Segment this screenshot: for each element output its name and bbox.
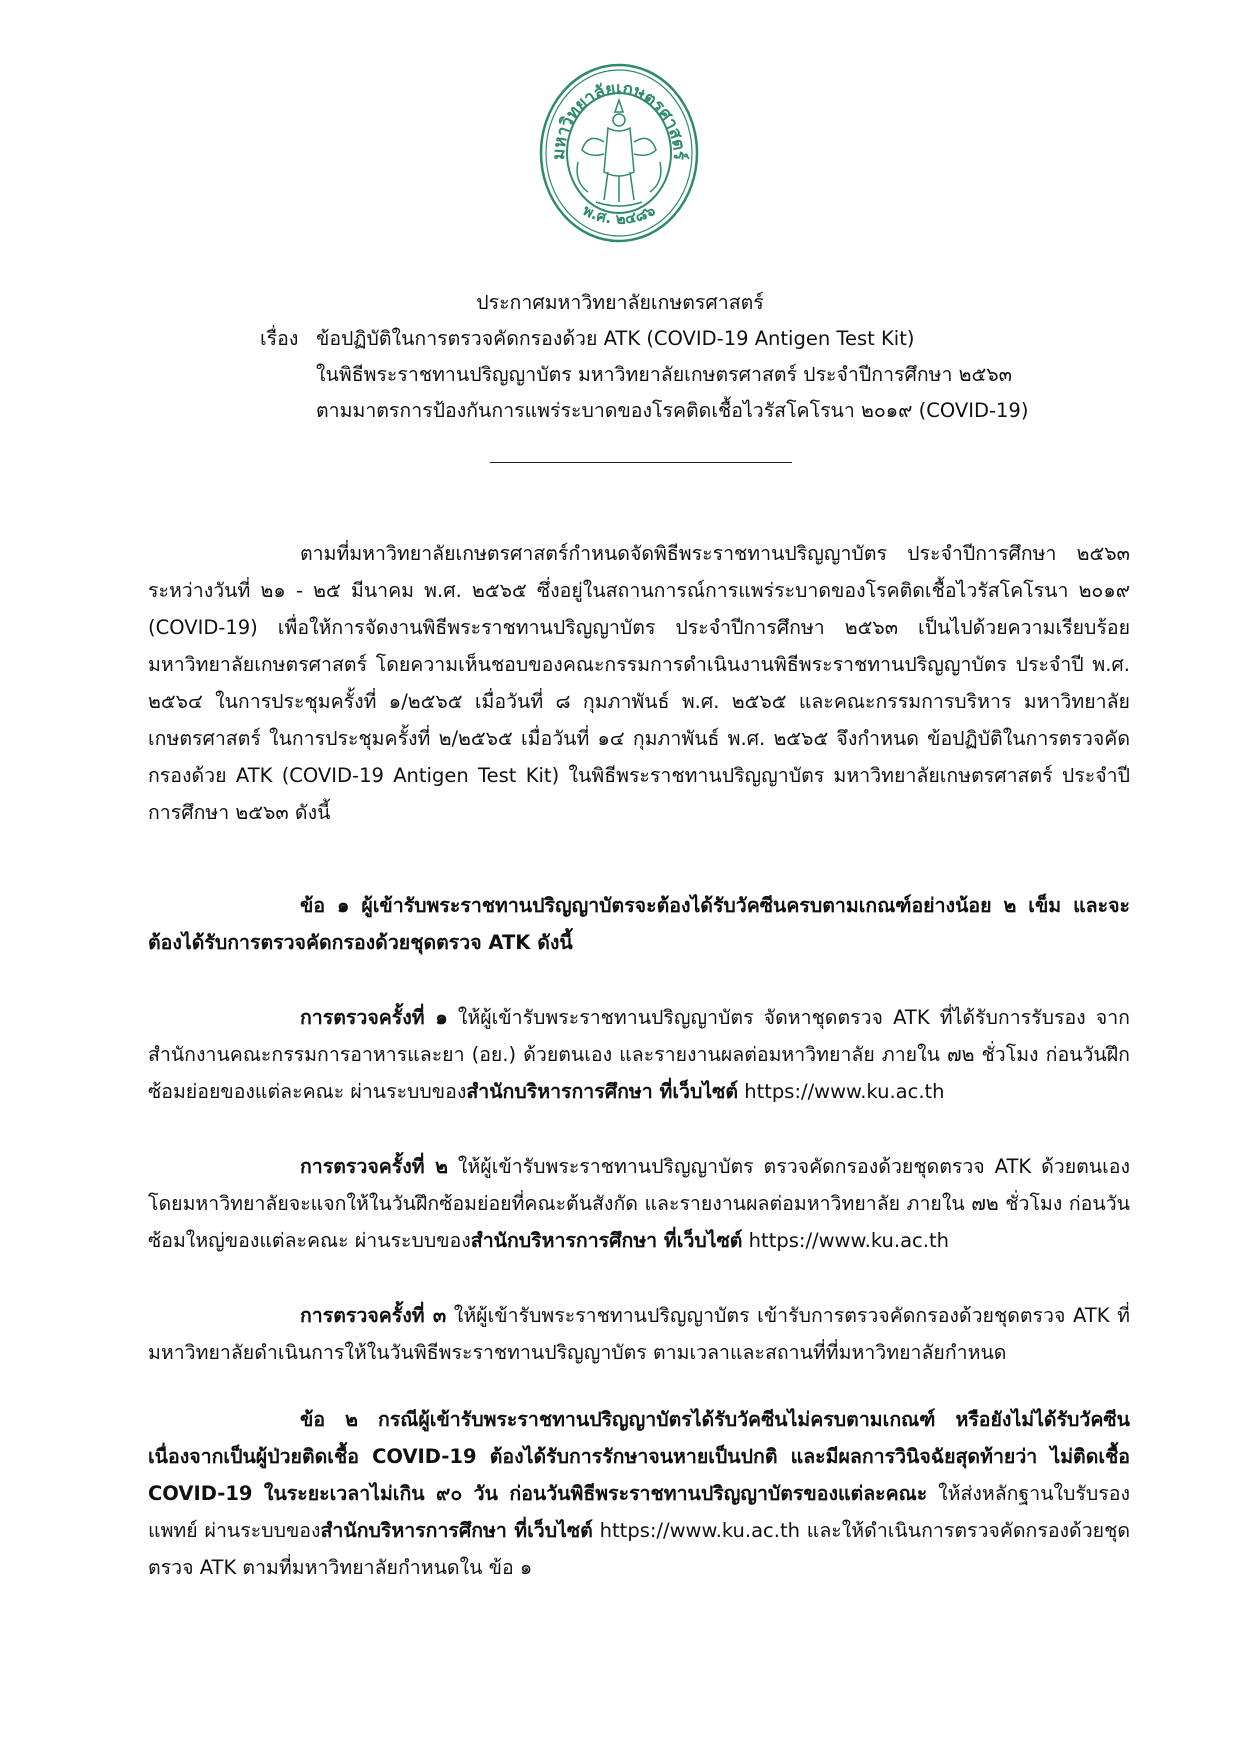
clause-1 [148, 887, 1130, 961]
test-1-text: ให้ผู้เข้ารับพระราชทานปริญญาบัตร จัดหาชุดตรวจ ATK ที่ได้รับการรับรอง จากสำนักงานคณะกรรมการอาหารและยา (อย.) ด้วยตนเอง และรายงานผลต่อมหาวิทยาลัย ภายใน ๗๒ ชั่วโมง ก่อนวันฝึกซ้อมย่อยของแต่ละคณะ ผ่านระบบของ [148, 1006, 1130, 1103]
university-seal-logo [538, 62, 700, 244]
heading-divider [490, 462, 792, 463]
subject-line-2: ในพิธีพระราชทานปริญญาบัตร มหาวิทยาลัยเกษตรศาสตร์ ประจำปีการศึกษา ๒๕๖๓ [316, 363, 1013, 386]
intro-paragraph: ตามที่มหาวิทยาลัยเกษตรศาสตร์กำหนดจัดพิธีพระราชทานปริญญาบัตร ประจำปีการศึกษา ๒๕๖๓ ระหว่างวันที่ ๒๑ - ๒๕ มีนาคม พ.ศ. ๒๕๖๕ ซึ่งอยู่ในสถานการณ์การแพร่ระบาดของโรคติดเชื้อไวรัสโคโรนา ๒๐๑๙ (COVID-19) เพื่อให้การจัดงานพิธีพระราชทานปริญญาบัตร ประจำปีการศึกษา ๒๕๖๓ เป็นไปด้วยความเรียบร้อย มหาวิทยาลัยเกษตรศาสตร์ โดยความเห็นชอบของคณะกรรมการดำเนินงานพิธีพระราชทานปริญญาบัตร ประจำปี พ.ศ. ๒๕๖๔ ในการประชุมครั้งที่ ๑/๒๕๖๕ เมื่อวันที่ ๘ กุมภาพันธ์ พ.ศ. ๒๕๖๕ และคณะกรรมการบริหาร มหาวิทยาลัยเกษตรศาสตร์ ในการประชุมครั้งที่ ๒/๒๕๖๕ เมื่อวันที่ ๑๔ กุมภาพันธ์ พ.ศ. ๒๕๖๕ จึงกำหนด ข้อปฏิบัติในการตรวจคัดกรองด้วย ATK (COVID-19 Antigen Test Kit) ในพิธีพระราชทานปริญญาบัตร มหาวิทยาลัยเกษตรศาสตร์ ประจำปีการศึกษา ๒๕๖๓ ดังนี้ [148, 542, 1130, 824]
clause-2 [148, 1401, 1130, 1586]
clause-2-text: ให้ส่งหลักฐานใบรับรองแพทย์ ผ่านระบบของ [148, 1482, 1130, 1542]
test-1-paragraph [148, 999, 1130, 1110]
seal-text-bottom: พ.ศ. ๒๔๘๖ [579, 201, 659, 228]
clause-2-bold: ข้อ ๒ กรณีผู้เข้ารับพระราชทานปริญญาบัตรได้รับวัคซีนไม่ครบตามเกณฑ์ หรือยังไม่ได้รับวัคซีน เนื่องจากเป็นผู้ป่วยติดเชื้อ COVID-19 ต้องได้รับการรักษาจนหายเป็นปกติ และมีผลการวินิจฉัยสุดท้ายว่า ไม่ติดเชื้อ COVID-19 ในระยะเวลาไม่เกิน ๙๐ วัน ก่อนวันพิธีพระราชทานปริญญาบัตรของแต่ละคณะ [148, 1408, 1130, 1505]
test-2-paragraph [148, 1148, 1130, 1259]
test-1-url: https://www.ku.ac.th [738, 1080, 945, 1103]
subject-line-3: ตามมาตรการป้องกันการแพร่ระบาดของโรคติดเชื้อไวรัสโคโรนา ๒๐๑๙ (COVID-19) [316, 399, 1029, 422]
clause-2-office: สำนักบริหารการศึกษา ที่เว็บไซต์ [320, 1519, 593, 1542]
test-2-office: สำนักบริหารการศึกษา ที่เว็บไซต์ [470, 1229, 743, 1252]
test-2-label: การตรวจครั้งที่ ๒ [300, 1155, 448, 1178]
test-3-label: การตรวจครั้งที่ ๓ [300, 1304, 447, 1327]
announcement-title: ประกาศมหาวิทยาลัยเกษตรศาสตร์ [476, 291, 764, 314]
subject-line-1: ข้อปฏิบัติในการตรวจคัดกรองด้วย ATK (COVID-19 Antigen Test Kit) [316, 327, 915, 350]
subject-label: เรื่อง [260, 327, 299, 350]
test-2-url: https://www.ku.ac.th [742, 1229, 949, 1252]
clause-2-url-text: https://www.ku.ac.th และให้ดำเนินการตรวจคัดกรองด้วยชุดตรวจ ATK ตามที่มหาวิทยาลัยกำหนดใน ข้อ ๑ [148, 1519, 1130, 1579]
seal-text-top: มหาวิทยาลัยเกษตรศาสตร์ [548, 78, 690, 161]
svg-text:พ.ศ. ๒๔๘๖ [580, 201, 659, 228]
subject-line [0, 321, 1240, 357]
test-3-paragraph [148, 1297, 1130, 1371]
test-1-label: การตรวจครั้งที่ ๑ [300, 1006, 448, 1029]
document-body [148, 535, 1130, 1586]
test-1-office: สำนักบริหารการศึกษา ที่เว็บไซต์ [466, 1080, 739, 1103]
test-3-text: ให้ผู้เข้ารับพระราชทานปริญญาบัตร เข้ารับการตรวจคัดกรองด้วยชุดตรวจ ATK ที่มหาวิทยาลัยดำเนินการให้ในวันพิธีพระราชทานปริญญาบัตร ตามเวลาและสถานที่ที่มหาวิทยาลัยกำหนด [148, 1304, 1130, 1364]
test-2-text: ให้ผู้เข้ารับพระราชทานปริญญาบัตร ตรวจคัดกรองด้วยชุดตรวจ ATK ด้วยตนเอง โดยมหาวิทยาลัยจะแจกให้ในวันฝึกซ้อมย่อยที่คณะต้นสังกัด และรายงานผลต่อมหาวิทยาลัย ภายใน ๗๒ ชั่วโมง ก่อนวันซ้อมใหญ่ของแต่ละคณะ ผ่านระบบของ [148, 1155, 1131, 1252]
clause-1-text: ข้อ ๑ ผู้เข้ารับพระราชทานปริญญาบัตรจะต้องได้รับวัคซีนครบตามเกณฑ์อย่างน้อย ๒ เข็ม และจะต้องได้รับการตรวจคัดกรองด้วยชุดตรวจ ATK ดังนี้ [148, 894, 1130, 954]
announcement-heading [0, 285, 1240, 429]
